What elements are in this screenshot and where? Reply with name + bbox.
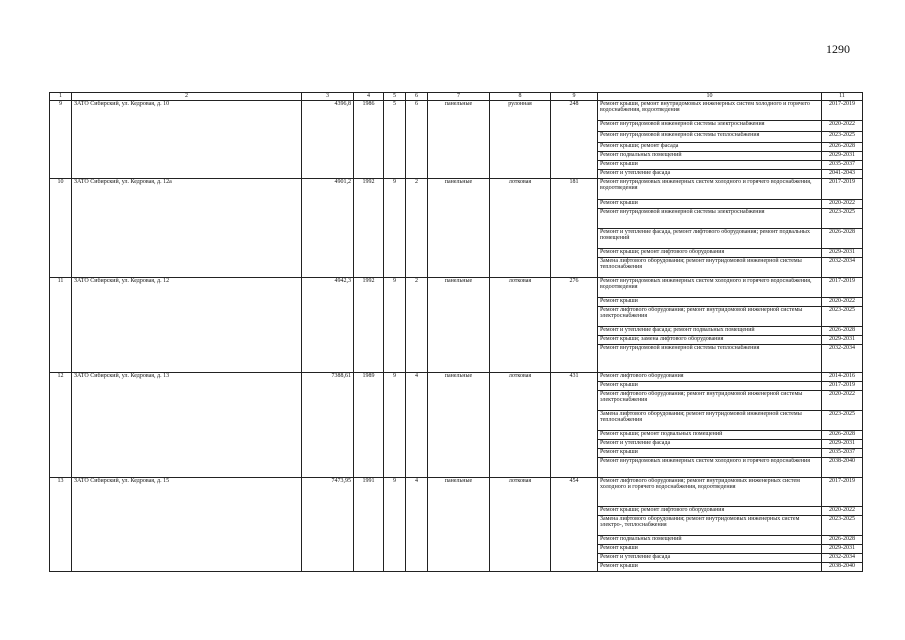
entrances-cell: 2 (406, 277, 428, 372)
work-cell: Замена лифтового оборудования; ремонт внутридомовых инженерных систем электро-, теплоснабжения (598, 515, 822, 535)
period-cell: 2020-2022 (822, 120, 863, 131)
period-cell: 2032-2034 (822, 257, 863, 277)
column-header: 5 (384, 93, 406, 101)
work-cell: Ремонт крыши; замена лифтового оборудования (598, 335, 822, 344)
period-cell: 2035-2037 (822, 160, 863, 169)
work-cell: Ремонт крыши (598, 381, 822, 390)
period-cell: 2038-2040 (822, 457, 863, 477)
year-cell: 1989 (354, 372, 384, 477)
period-cell: 2029-2031 (822, 248, 863, 257)
column-header: 3 (302, 93, 354, 101)
period-cell: 2029-2031 (822, 335, 863, 344)
period-cell: 2023-2025 (822, 515, 863, 535)
period-cell: 2014-2016 (822, 372, 863, 381)
area-cell: 4942,3 (302, 277, 354, 372)
work-cell: Ремонт и утепление фасада (598, 169, 822, 178)
row-number: 13 (50, 477, 72, 571)
table-row (50, 477, 863, 506)
period-cell: 2023-2025 (822, 410, 863, 430)
row-number: 9 (50, 100, 72, 178)
work-cell: Ремонт внутридомовой инженерной системы теплоснабжения (598, 344, 822, 372)
work-cell: Ремонт крыши (598, 562, 822, 571)
address-cell: ЗАТО Сибирский, ул. Кедровая, д. 10 (72, 100, 302, 178)
row-number: 12 (50, 372, 72, 477)
work-cell: Ремонт лифтового оборудования; ремонт внутридомовых инженерных систем холодного и горячего водоснабжения, водоотведения (598, 477, 822, 506)
residents-cell: 276 (551, 277, 598, 372)
period-cell: 2017-2019 (822, 381, 863, 390)
column-header: 11 (822, 93, 863, 101)
walls-cell: панельные (428, 372, 490, 477)
period-cell: 2038-2040 (822, 562, 863, 571)
year-cell: 1991 (354, 477, 384, 571)
work-cell: Ремонт крыши; ремонт лифтового оборудования (598, 506, 822, 515)
roof-cell: лотковая (490, 277, 551, 372)
work-cell: Ремонт лифтового оборудования; ремонт внутридомовой инженерной системы электроснабжения (598, 390, 822, 410)
period-cell: 2020-2022 (822, 506, 863, 515)
work-cell: Ремонт крыши (598, 297, 822, 306)
walls-cell: панельные (428, 277, 490, 372)
floors-cell: 9 (384, 477, 406, 571)
capital-repair-table (49, 92, 863, 572)
residents-cell: 431 (551, 372, 598, 477)
work-cell: Ремонт крыши; ремонт фасада (598, 142, 822, 151)
roof-cell: рулонная (490, 100, 551, 178)
year-cell: 1992 (354, 277, 384, 372)
address-cell: ЗАТО Сибирский, ул. Кедровая, д. 12 (72, 277, 302, 372)
residents-cell: 248 (551, 100, 598, 178)
work-cell: Ремонт лифтового оборудования (598, 372, 822, 381)
work-cell: Ремонт внутридомовой инженерной системы теплоснабжения (598, 131, 822, 142)
period-cell: 2026-2028 (822, 142, 863, 151)
entrances-cell: 2 (406, 178, 428, 277)
address-cell: ЗАТО Сибирский, ул. Кедровая, д. 13 (72, 372, 302, 477)
period-cell: 2026-2028 (822, 535, 863, 544)
period-cell: 2035-2037 (822, 448, 863, 457)
roof-cell: лотковая (490, 372, 551, 477)
row-number: 11 (50, 277, 72, 372)
period-cell: 2017-2019 (822, 100, 863, 120)
year-cell: 1992 (354, 178, 384, 277)
period-cell: 2017-2019 (822, 178, 863, 199)
work-cell: Ремонт крыши (598, 544, 822, 553)
period-cell: 2020-2022 (822, 390, 863, 410)
work-cell: Ремонт крыши (598, 160, 822, 169)
period-cell: 2023-2025 (822, 306, 863, 326)
area-cell: 7473,95 (302, 477, 354, 571)
work-cell: Ремонт внутридомовых инженерных систем холодного и горячего водоснабжения, водоотведения (598, 277, 822, 297)
address-cell: ЗАТО Сибирский, ул. Кедровая, д. 12а (72, 178, 302, 277)
work-cell: Ремонт крыши; ремонт лифтового оборудования (598, 248, 822, 257)
page-number: 1290 (826, 42, 850, 56)
column-header: 9 (551, 93, 598, 101)
work-cell: Ремонт и утепление фасада (598, 553, 822, 562)
work-cell: Ремонт внутридомовых инженерных систем холодного и горячего водоснабжения, водоотведения (598, 178, 822, 199)
work-cell: Ремонт внутридомовых инженерных систем холодного и горячего водоснабжения (598, 457, 822, 477)
address-cell: ЗАТО Сибирский, ул. Кедровая, д. 15 (72, 477, 302, 571)
period-cell: 2020-2022 (822, 199, 863, 208)
period-cell: 2032-2034 (822, 553, 863, 562)
work-cell: Замена лифтового оборудования; ремонт внутридомовой инженерной системы теплоснабжения (598, 257, 822, 277)
floors-cell: 9 (384, 178, 406, 277)
period-cell: 2017-2019 (822, 277, 863, 297)
floors-cell: 9 (384, 372, 406, 477)
work-cell: Ремонт внутридомовой инженерной системы электроснабжения (598, 120, 822, 131)
entrances-cell: 4 (406, 372, 428, 477)
table-row (50, 372, 863, 381)
table-row (50, 277, 863, 297)
period-cell: 2020-2022 (822, 297, 863, 306)
year-cell: 1986 (354, 100, 384, 178)
column-header: 8 (490, 93, 551, 101)
work-cell: Ремонт крыши; ремонт подвальных помещений (598, 430, 822, 439)
work-cell: Ремонт крыши (598, 448, 822, 457)
period-cell: 2029-2031 (822, 151, 863, 160)
column-header: 4 (354, 93, 384, 101)
period-cell: 2032-2034 (822, 344, 863, 372)
work-cell: Ремонт подвальных помещений (598, 151, 822, 160)
area-cell: 4396,8 (302, 100, 354, 178)
period-cell: 2029-2031 (822, 544, 863, 553)
residents-cell: 181 (551, 178, 598, 277)
entrances-cell: 6 (406, 100, 428, 178)
work-cell: Ремонт и утепление фасада (598, 439, 822, 448)
work-cell: Ремонт подвальных помещений (598, 535, 822, 544)
work-cell: Ремонт и утепление фасада, ремонт лифтового оборудования; ремонт подвальных помещений (598, 228, 822, 248)
work-cell: Ремонт крыши (598, 199, 822, 208)
period-cell: 2026-2028 (822, 228, 863, 248)
floors-cell: 9 (384, 277, 406, 372)
residents-cell: 454 (551, 477, 598, 571)
column-header: 10 (598, 93, 822, 101)
floors-cell: 5 (384, 100, 406, 178)
roof-cell: лотковая (490, 178, 551, 277)
entrances-cell: 4 (406, 477, 428, 571)
column-header: 6 (406, 93, 428, 101)
header-row (50, 93, 863, 101)
period-cell: 2029-2031 (822, 439, 863, 448)
period-cell: 2023-2025 (822, 131, 863, 142)
walls-cell: панельные (428, 178, 490, 277)
work-cell: Ремонт лифтового оборудования; ремонт внутридомовой инженерной системы электроснабжения (598, 306, 822, 326)
column-header: 7 (428, 93, 490, 101)
work-cell: Ремонт внутридомовой инженерной системы электроснабжения (598, 208, 822, 228)
walls-cell: панельные (428, 477, 490, 571)
period-cell: 2026-2028 (822, 430, 863, 439)
column-header: 2 (72, 93, 302, 101)
work-cell: Ремонт крыши, ремонт внутридомовых инженерных систем холодного и горячего водоснабжения, водоотведения (598, 100, 822, 120)
column-header: 1 (50, 93, 72, 101)
row-number: 10 (50, 178, 72, 277)
period-cell: 2023-2025 (822, 208, 863, 228)
period-cell: 2026-2028 (822, 326, 863, 335)
roof-cell: лотковая (490, 477, 551, 571)
walls-cell: панельные (428, 100, 490, 178)
period-cell: 2017-2019 (822, 477, 863, 506)
area-cell: 4901,2 (302, 178, 354, 277)
area-cell: 7388,61 (302, 372, 354, 477)
table-row (50, 178, 863, 199)
table-row (50, 100, 863, 120)
period-cell: 2041-2043 (822, 169, 863, 178)
work-cell: Ремонт и утепление фасада; ремонт подвальных помещений (598, 326, 822, 335)
work-cell: Замена лифтового оборудования; ремонт внутридомовой инженерной системы теплоснабжения (598, 410, 822, 430)
